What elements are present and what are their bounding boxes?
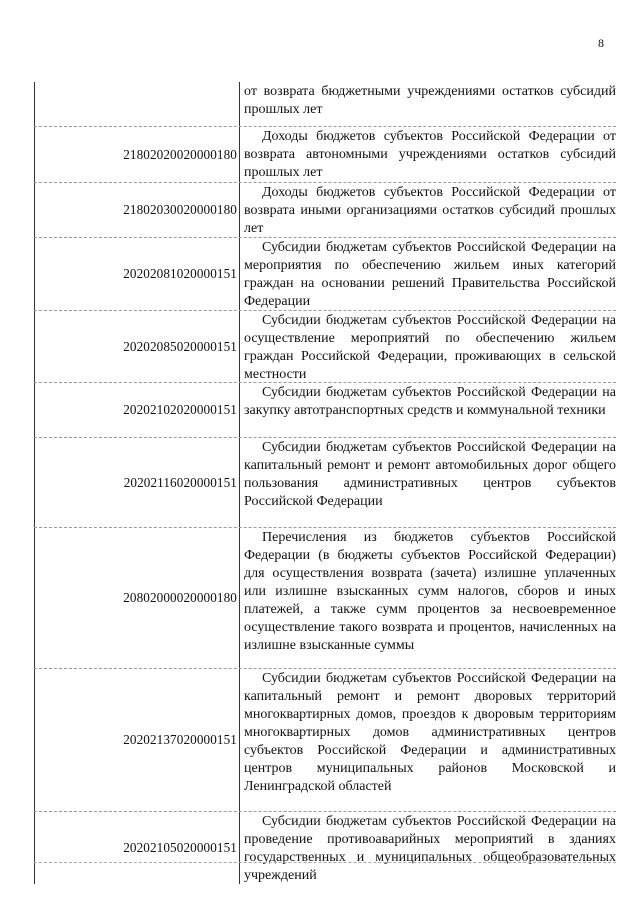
bottom-dashed-rule [34, 862, 616, 863]
description-cell: Доходы бюджетов субъектов Российской Федерации от возврата иными организациями остатков субсидий прошлых лет [244, 185, 616, 236]
code-cell: 20202105020000151 [34, 812, 240, 884]
description-cell: Субсидии бюджетам субъектов Российской Федерации на осуществление мероприятий по обеспечению жильем граждан Российской Федерации, проживающих в сельской местности [244, 313, 616, 382]
code-cell: 20202102020000151 [34, 383, 240, 437]
budget-code-table [34, 82, 616, 884]
code-cell: 21802020020000180 [34, 127, 240, 182]
table-row [34, 127, 616, 183]
table-row [34, 438, 616, 528]
code-cell: 21802030020000180 [34, 183, 240, 237]
code-cell: 20202081020000151 [34, 238, 240, 310]
table-row [34, 528, 616, 669]
table-row [34, 669, 616, 812]
description-cell: Субсидии бюджетам субъектов Российской Федерации на капитальный ремонт и ремонт автомобильных дорог общего пользования административных центров субъектов Российской Федерации [244, 440, 616, 509]
table-row [34, 238, 616, 311]
description-cell: Субсидии бюджетам субъектов Российской Федерации на закупку автотранспортных средств и коммунальной техники [244, 385, 616, 418]
code-cell: 20802000020000180 [34, 528, 240, 668]
description-cell: Субсидии бюджетам субъектов Российской Федерации на мероприятия по обеспечению жильем иных категорий граждан на основании решений Правительства Российской Федерации [244, 240, 616, 309]
description-cell: Субсидии бюджетам субъектов Российской Федерации на капитальный ремонт и ремонт дворовых территорий многоквартирных домов, проездов к дворовым территориям многоквартирных домов административных центров субъектов Российской Федерации и административных центров муниципальных районов Московской и Ленинградской областей [244, 671, 616, 794]
code-cell: 20202116020000151 [34, 438, 240, 527]
description-cell: Субсидии бюджетам субъектов Российской Федерации на проведение противоаварийных мероприятий в зданиях государственных и муниципальных общеобразовательных учреждений [244, 814, 616, 883]
code-cell: 20202137020000151 [34, 669, 240, 811]
description-cell: Доходы бюджетов субъектов Российской Федерации от возврата автономными учреждениями остатков субсидий прошлых лет [244, 129, 616, 180]
table-row [34, 812, 616, 884]
code-cell: 20202085020000151 [34, 311, 240, 382]
table-row [34, 311, 616, 383]
table-row [34, 183, 616, 238]
table-row [34, 383, 616, 438]
description-cell: от возврата бюджетными учреждениями остатков субсидий прошлых лет [244, 84, 616, 117]
table-row [34, 82, 616, 127]
description-cell: Перечисления из бюджетов субъектов Российской Федерации (в бюджеты субъектов Российской Федерации) для осуществления возврата (зачета) излишне уплаченных или излишне взысканных сумм налогов, сборов и иных платежей, а также сумм процентов за несвоевременное осуществление такого возврата и процентов, начисленных на излишне взысканные суммы [244, 530, 616, 653]
code-cell [34, 82, 240, 126]
page-number: 8 [598, 36, 604, 50]
